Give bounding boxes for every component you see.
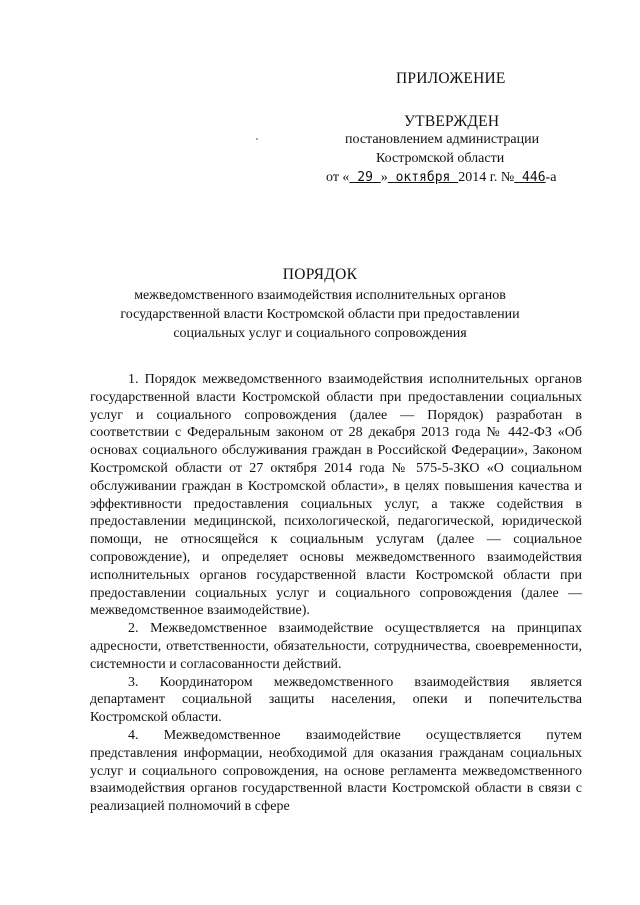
title-line-3: социальных услуг и социального сопровождения bbox=[173, 326, 467, 341]
decree-number: 446 bbox=[514, 170, 546, 185]
paragraph-4: 4. Межведомственное взаимодействие осуществляется путем представления информации, необходимой для оказания гражданам социальных услуг и социального сопровождения, на основе регламента межведомственного взаимодействия органов государственной власти Костромской области в связи с реализацией полномочий в сфере bbox=[90, 727, 582, 815]
approval-line-2: Костромской области bbox=[376, 151, 505, 166]
date-prefix: от « bbox=[326, 170, 350, 185]
approved-label: УТВЕРЖДЕН bbox=[404, 113, 500, 130]
decree-number-suffix: -а bbox=[545, 170, 557, 185]
paragraph-2: 2. Межведомственное взаимодействие осуществляется на принципах адресности, ответственности, обязательности, сотрудничества, своевременности, системности и согласованности действий. bbox=[90, 621, 582, 672]
date-year: 2014 г. № bbox=[458, 170, 515, 185]
title-line-1: межведомственного взаимодействия исполнительных органов bbox=[134, 288, 506, 303]
document-title bbox=[90, 265, 550, 343]
paragraph-1: 1. Порядок межведомственного взаимодействия исполнительных органов государственной власти Костромской области при предоставлении социальных услуг и социального сопровождения (далее — Порядок) разработан в соответствии с Федеральным законом от 28 декабря 2013 года № 442-ФЗ «Об основах социального обслуживания граждан в Российской Федерации», Законом Костромской области от 27 октября 2014 года № 575-5-ЗКО «О социальном обслуживании граждан в Костромской области», в целях повышения качества и эффективности предоставления социальных услуг, а также содействия в предоставлении медицинской, психологической, педагогической, юридической помощи, не относящейся к социальным услугам (далее — социальное сопровождение), и определяет основы межведомственного взаимодействия исполнительных органов государственной власти Костромской области при предоставлении социальных услуг и социального сопровождения (далее — межведомственное взаимодействие). bbox=[90, 372, 582, 619]
document-body bbox=[90, 371, 582, 816]
approval-line-1: постановлением администрации bbox=[345, 132, 540, 147]
date-month: октября bbox=[387, 170, 459, 185]
date-day-close: » bbox=[380, 170, 388, 185]
date-day: 29 bbox=[349, 170, 381, 185]
approval-date-line bbox=[326, 170, 556, 186]
title-heading: ПОРЯДОК bbox=[282, 266, 358, 283]
title-line-2: государственной власти Костромской области при предоставлении bbox=[120, 307, 520, 322]
scan-speck bbox=[256, 138, 258, 140]
paragraph-3: 3. Координатором межведомственного взаимодействия является департамент социальной защиты населения, опеки и попечительства Костромской области. bbox=[90, 674, 582, 726]
attachment-label: ПРИЛОЖЕНИЕ bbox=[396, 70, 506, 87]
